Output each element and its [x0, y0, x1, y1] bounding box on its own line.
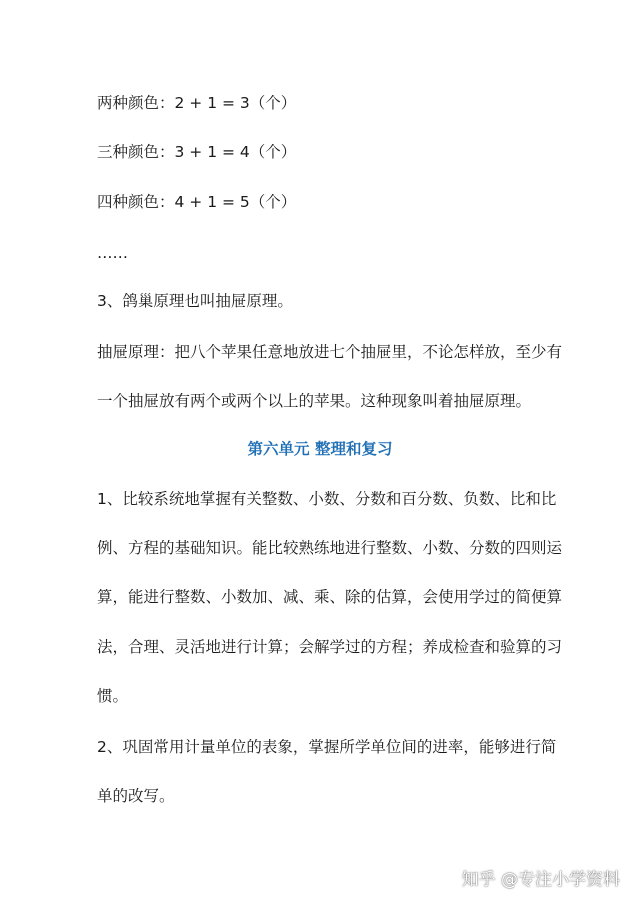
zhihu-watermark: 知乎 @专注小学资料	[461, 870, 620, 890]
color-line-three: 三种颜色：3 + 1 = 4（个）	[97, 143, 297, 161]
unit6-point2-line-1: 2、巩固常用计量单位的表象，掌握所学单位间的进率，能够进行简	[97, 738, 557, 756]
ellipsis: ……	[97, 244, 128, 262]
color-line-two: 两种颜色：2 + 1 = 3（个）	[97, 94, 297, 112]
drawer-principle-line-1: 抽屉原理：把八个苹果任意地放进七个抽屉里，不论怎样放，至少有	[97, 343, 563, 361]
drawer-principle-line-2: 一个抽屉放有两个或两个以上的苹果。这种现象叫着抽屉原理。	[97, 392, 532, 410]
unit-6-heading: 第六单元 整理和复习	[247, 440, 393, 458]
unit6-point1-line-5: 惯。	[97, 687, 129, 705]
unit6-point1-line-4: 法，合理、灵活地进行计算；会解学过的方程；养成检查和验算的习	[97, 638, 563, 656]
color-line-four: 四种颜色：4 + 1 = 5（个）	[97, 193, 297, 211]
unit6-point2-line-2: 单的改写。	[97, 787, 175, 805]
unit6-point1-line-1: 1、比较系统地掌握有关整数、小数、分数和百分数、负数、比和比	[97, 490, 557, 508]
unit6-point1-line-3: 算，能进行整数、小数加、减、乘、除的估算，会使用学过的简便算	[97, 588, 563, 606]
point-3: 3、鸽巢原理也叫抽屉原理。	[97, 292, 293, 310]
unit6-point1-line-2: 例、方程的基础知识。能比较熟练地进行整数、小数、分数的四则运	[97, 539, 563, 557]
